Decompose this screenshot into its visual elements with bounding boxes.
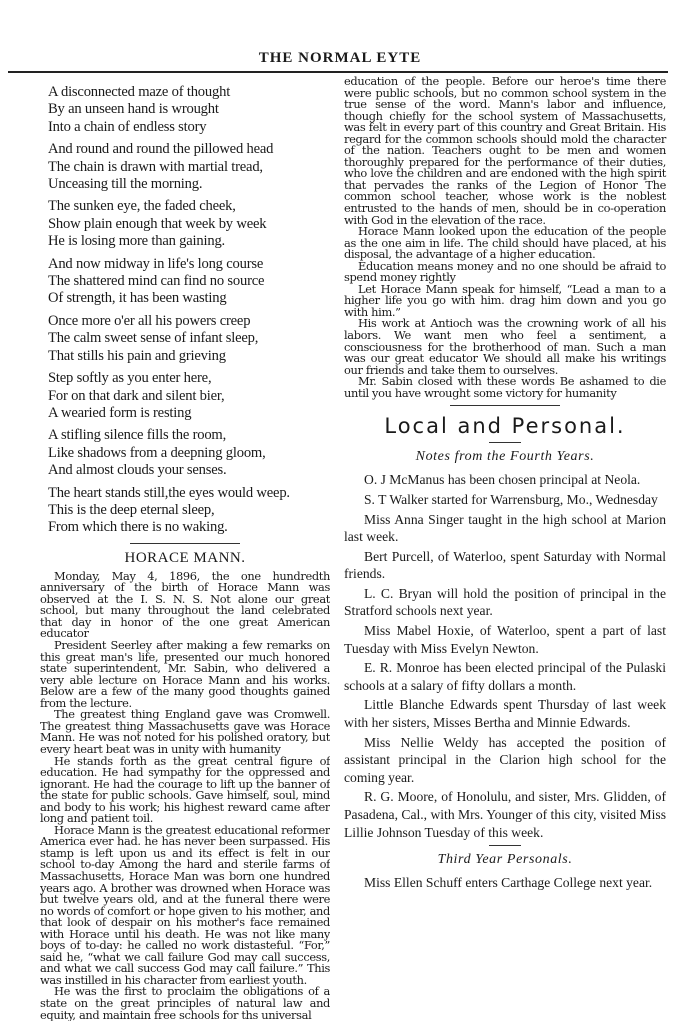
poem-line: Once more o'er all his powers creep	[48, 312, 251, 329]
third-year-heading: Third Year Personals.	[437, 852, 573, 868]
article-paragraph: The greatest thing England gave was Cromwell. The greatest thing Massachusetts gave was Horace Mann. He was not noted for his polished oratory, but every heart beat was in unity with humanity	[40, 707, 330, 756]
article-paragraph: Horace Mann is the greatest educational reformer America ever had. he has never been surpassed. His stamp is left upon us and its effect is felt in our school to-day Among the hard and sterile farms of Massachusetts, Horace Man was born one hundred years ago. A brother was drowned when Horace was but twelve years old, and at the funeral there were no words of comfort or hope given to his mother, and that look of despair on his mother's face remained with Horace until his death. He was not like many boys of to-day: he called no work distasteful. “For,” said he, “what we call failure God may call success, and what we call success God may call failure.” This was instilled in his character from earliest youth.	[40, 822, 330, 987]
section-title-local-personal: Local and Personal.	[384, 414, 626, 439]
poem-line: The chain is drawn with martial tread,	[48, 158, 263, 175]
poem-stanza	[48, 256, 330, 308]
poem-line: Of strength, it has been wasting	[48, 290, 227, 307]
article-paragraph: His work at Antioch was the crowning work of all his labors. We want men who feel a sentiment, a consciousness for the brotherhood of man. Such a man was our great educator We should all make his writings our friends and take them to ourselves.	[344, 316, 666, 377]
left-column	[40, 84, 330, 1021]
personal-note: E. R. Monroe has been elected principal of the Pulaski schools at a salary of fifty dollars a month.	[344, 660, 666, 693]
poem	[48, 84, 330, 537]
poem-line: By an unseen hand is wrought	[48, 101, 219, 118]
poem-stanza	[48, 427, 330, 479]
poem-line: Like shadows from a deepning gloom,	[48, 444, 266, 461]
article-paragraph: education of the people. Before our heroe's time there were public schools, but no common school system in the true sense of the word. Mann's labor and influence, though chiefly for the school system of Massachusetts, was felt in every part of this country and Great Britain. His regard for the common schools should mold the character of the nation. Teachers ought to be men and women thoroughly prepared for the performance of their duties, who love the children and are endoned with the high spirit that pervades the ranks of the Legion of Honor The common school teacher, whose work is the noblest entrusted to the hands of men, should be in co-operation with God in the elevation of the race.	[344, 74, 666, 227]
personal-note: Miss Nellie Weldy has accepted the position of assistant principal in the Clarion high school for the coming year.	[344, 734, 666, 785]
divider	[489, 442, 521, 443]
poem-line: Step softly as you enter here,	[48, 370, 212, 387]
personal-note: Little Blanche Edwards spent Thursday of last week with her sisters, Misses Bertha and Minnie Edwards.	[344, 697, 666, 731]
article-title: HORACE MANN.	[124, 549, 246, 566]
masthead: THE NORMAL EYTE	[258, 50, 422, 66]
poem-line: The calm sweet sense of infant sleep,	[48, 330, 259, 347]
poem-line: A stifling silence fills the room,	[48, 427, 227, 444]
poem-line: From which there is no waking.	[48, 519, 228, 536]
poem-line: Into a chain of endless story	[48, 118, 207, 135]
poem-line: A disconnected maze of thought	[48, 84, 231, 100]
poem-stanza	[48, 198, 330, 250]
poem-line: Show plain enough that week by week	[48, 215, 267, 232]
article-paragraph: Education means money and no one should be afraid to spend money rightly	[344, 258, 666, 285]
article-paragraph: Let Horace Mann speak for himself, “Lead a man to a higher life you go with him. drag him down and you go with him.”	[344, 281, 666, 319]
poem-line: A wearied form is resting	[48, 404, 192, 421]
poem-stanza	[48, 84, 330, 136]
fourth-year-notes	[344, 471, 666, 841]
divider	[450, 405, 560, 406]
third-year-notes	[344, 874, 666, 892]
divider	[130, 543, 240, 544]
article-paragraph: Horace Mann looked upon the education of the people as the one aim in life. The child should have placed, at his disposal, the advantage of a higher education.	[344, 224, 666, 262]
personal-note: Miss Ellen Schuff enters Carthage College next year.	[364, 875, 653, 891]
poem-line: For on that dark and silent bier,	[48, 387, 225, 404]
divider	[489, 845, 521, 846]
poem-line: And almost clouds your senses.	[48, 462, 227, 479]
poem-stanza	[48, 141, 330, 193]
personal-note: L. C. Bryan will hold the position of principal in the Stratford schools next year.	[344, 585, 666, 619]
poem-line: The heart stands still,the eyes would weep.	[48, 484, 290, 501]
personal-note: S. T Walker started for Warrensburg, Mo., Wednesday	[364, 491, 658, 507]
fourth-year-heading: Notes from the Fourth Years.	[415, 449, 595, 465]
article-paragraph: President Seerley after making a few remarks on this great man's life, presented our much honored state superintendent, Mr. Sabin, who delivered a very able lecture on Horace Mann and his works. Below are a few of the many good thoughts gained from the lecture.	[40, 638, 330, 710]
poem-line: And now midway in life's long course	[48, 255, 264, 272]
right-column	[344, 76, 666, 894]
poem-line: He is losing more than gaining.	[48, 233, 226, 250]
poem-line: Unceasing till the morning.	[48, 176, 203, 193]
poem-stanza	[48, 370, 330, 422]
personal-note: Miss Anna Singer taught in the high school at Marion last week.	[344, 511, 666, 545]
poem-line: This is the deep eternal sleep,	[48, 501, 215, 518]
poem-line: The shattered mind can find no source	[48, 273, 265, 290]
article-paragraph: He stands forth as the great central figure of education. He had sympathy for the oppressed and ignorant. He had the courage to lift up the banner of the state for public schools. Gave himself, soul, mind and body to his work; his highest reward came after long and patient toil.	[40, 753, 330, 826]
poem-stanza	[48, 485, 330, 537]
article-body-right	[344, 76, 666, 399]
poem-line: And round and round the pillowed head	[48, 141, 274, 158]
personal-note: R. G. Moore, of Honolulu, and sister, Mrs. Glidden, of Pasadena, Cal., with Mrs. Younger of this city, visited Miss Lillie Johnson Tuesday of this week.	[344, 789, 666, 840]
personal-note: Miss Mabel Hoxie, of Waterloo, spent a part of last Tuesday with Miss Evelyn Newton.	[344, 623, 666, 656]
poem-stanza	[48, 313, 330, 365]
article-paragraph: He was the first to proclaim the obligations of a state on the great principles of natural law and equity, and maintain free schools for ths universal	[40, 984, 330, 1021]
personal-note: Bert Purcell, of Waterloo, spent Saturday with Normal friends.	[344, 548, 666, 582]
poem-line: The sunken eye, the faded cheek,	[48, 198, 236, 215]
personal-note: O. J McManus has been chosen principal at Neola.	[364, 472, 641, 488]
poem-line: That stills his pain and grieving	[48, 347, 226, 364]
article-paragraph: Monday, May 4, 1896, the one hundredth anniversary of the birth of Horace Mann was observed at the I. S. N. S. Not alone our great school, but many throughout the land celebrated that day in honor of the one great American educator	[40, 568, 330, 641]
masthead-rule	[8, 71, 668, 73]
article-paragraph: Mr. Sabin closed with these words Be ashamed to die until you have wrought some victory for humanity	[344, 374, 666, 400]
article-body-left	[40, 568, 330, 1021]
